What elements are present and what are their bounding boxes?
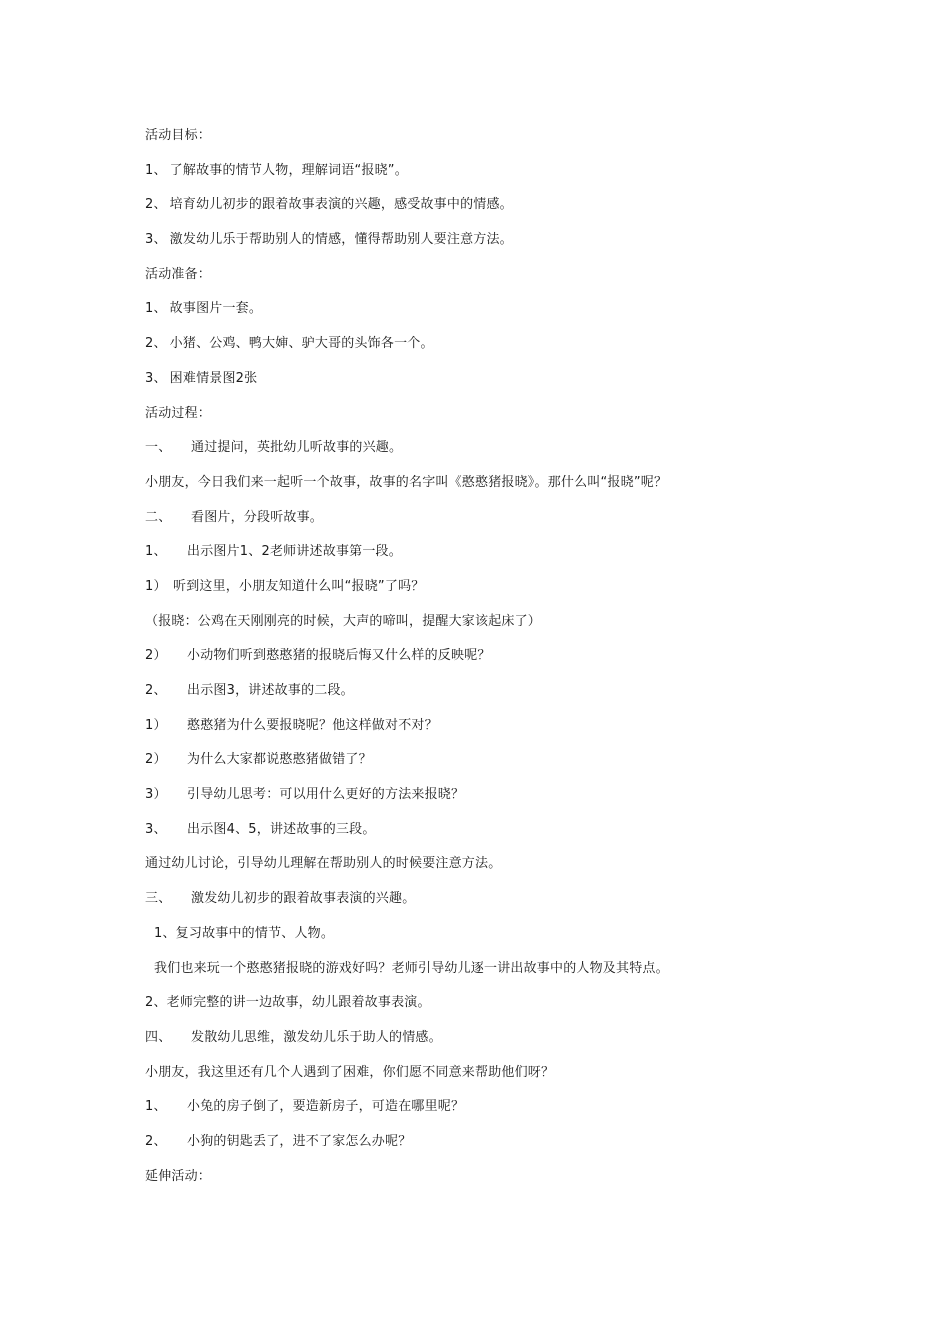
paragraph <box>145 924 845 959</box>
line-text: 2、老师完整的讲一边故事，幼儿跟着故事表演。 <box>145 995 431 1011</box>
document-body <box>145 126 845 1201</box>
line-text: 小猪、公鸡、鸭大婶、驴大哥的头饰各一个。 <box>169 336 434 352</box>
line-text: 激发幼儿乐于帮助别人的情感，懂得帮助别人要注意方法。 <box>169 232 513 248</box>
line-text: 激发幼儿初步的跟着故事表演的兴趣。 <box>191 891 416 907</box>
item-number: 3、 <box>145 232 167 248</box>
paragraph <box>145 612 845 647</box>
section-heading-process <box>145 404 845 439</box>
item-number: 1） <box>145 578 167 594</box>
list-item <box>145 1028 845 1063</box>
list-item <box>145 438 845 473</box>
line-text: 活动目标： <box>145 128 212 143</box>
list-item <box>145 577 845 612</box>
list-item <box>145 369 845 404</box>
section-heading-goals <box>145 126 845 161</box>
list-item <box>145 299 845 334</box>
item-number: 2、 <box>145 683 167 698</box>
item-number: 一、 <box>145 440 172 456</box>
line-text: 看图片，分段听故事。 <box>191 509 324 525</box>
list-item <box>145 820 845 855</box>
line-text: 延伸活动： <box>145 1168 212 1184</box>
list-item <box>145 889 845 924</box>
line-text: 我们也来玩一个憨憨猪报晓的游戏好吗？老师引导幼儿逐一讲出故事中的人物及其特点。 <box>154 960 669 976</box>
item-number: 四、 <box>145 1029 172 1045</box>
item-number: 1、 <box>145 1099 167 1115</box>
paragraph <box>145 959 845 994</box>
list-item <box>145 508 845 543</box>
line-text: 培育幼儿初步的跟着故事表演的兴趣，感受故事中的情感。 <box>169 197 513 213</box>
line-text: 通过提问，英批幼儿听故事的兴趣。 <box>191 440 403 456</box>
item-number: 2、 <box>145 197 167 213</box>
item-number: 3、 <box>145 370 167 386</box>
section-heading-preparation <box>145 265 845 300</box>
section-heading-extension <box>145 1167 845 1202</box>
item-number: 3、 <box>145 821 167 837</box>
list-item <box>145 750 845 785</box>
line-text: 发散幼儿思维，激发幼儿乐于助人的情感。 <box>191 1029 442 1045</box>
line-text: 通过幼儿讨论，引导幼儿理解在帮助别人的时候要注意方法。 <box>145 856 502 872</box>
line-text: 听到这里，小朋友知道什么叫“报晓”了吗？ <box>173 578 425 594</box>
line-text: 出示图4、5，讲述故事的三段。 <box>187 821 376 837</box>
list-item <box>145 230 845 265</box>
list-item <box>145 716 845 751</box>
list-item <box>145 681 845 716</box>
paragraph <box>145 993 845 1028</box>
line-text: 引导幼儿思考：可以用什么更好的方法来报晓？ <box>187 787 465 803</box>
line-text: 活动过程： <box>145 405 212 421</box>
list-item <box>145 334 845 369</box>
list-item <box>145 646 845 681</box>
item-number: 2、 <box>145 336 167 352</box>
line-text: 1、复习故事中的情节、人物。 <box>154 925 335 941</box>
paragraph <box>145 473 845 508</box>
line-text: （报晓：公鸡在天刚刚亮的时候，大声的啼叫，提醒大家该起床了） <box>145 613 542 629</box>
line-text: 小朋友，我这里还有几个人遇到了困难，你们愿不同意来帮助他们呀？ <box>145 1064 555 1080</box>
line-text: 小狗的钥匙丢了，进不了家怎么办呢？ <box>187 1133 412 1149</box>
item-number: 2、 <box>145 1133 167 1149</box>
list-item <box>145 542 845 577</box>
item-number: 二、 <box>145 509 172 525</box>
line-text: 小兔的房子倒了，要造新房子，可造在哪里呢？ <box>187 1099 465 1115</box>
item-number: 1、 <box>145 544 167 560</box>
line-text: 困难情景图2张 <box>169 370 258 386</box>
line-text: 小朋友，今日我们来一起听一个故事，故事的名字叫《憨憨猪报晓》。那什么叫“报晓”呢？ <box>145 474 668 490</box>
line-text: 活动准备： <box>145 266 212 282</box>
line-text: 小动物们听到憨憨猪的报晓后悔又什么样的反映呢？ <box>187 648 491 664</box>
list-item <box>145 161 845 196</box>
paragraph <box>145 1063 845 1098</box>
list-item <box>145 1097 845 1132</box>
paragraph <box>145 854 845 889</box>
line-text: 为什么大家都说憨憨猪做错了？ <box>187 752 372 768</box>
item-number: 2） <box>145 648 167 664</box>
list-item <box>145 1132 845 1167</box>
list-item <box>145 785 845 820</box>
item-number: 2） <box>145 752 167 768</box>
item-number: 1） <box>145 717 167 733</box>
line-text: 了解故事的情节人物，理解词语“报晓”。 <box>169 162 408 178</box>
line-text: 出示图片1、2老师讲述故事第一段。 <box>187 544 402 560</box>
item-number: 三、 <box>145 891 172 907</box>
line-text: 故事图片一套。 <box>169 301 263 317</box>
item-number: 3） <box>145 787 167 803</box>
item-number: 1、 <box>145 162 167 178</box>
line-text: 憨憨猪为什么要报晓呢？他这样做对不对？ <box>187 717 438 733</box>
line-text: 出示图3，讲述故事的二段。 <box>187 683 354 698</box>
list-item <box>145 195 845 230</box>
item-number: 1、 <box>145 301 167 317</box>
